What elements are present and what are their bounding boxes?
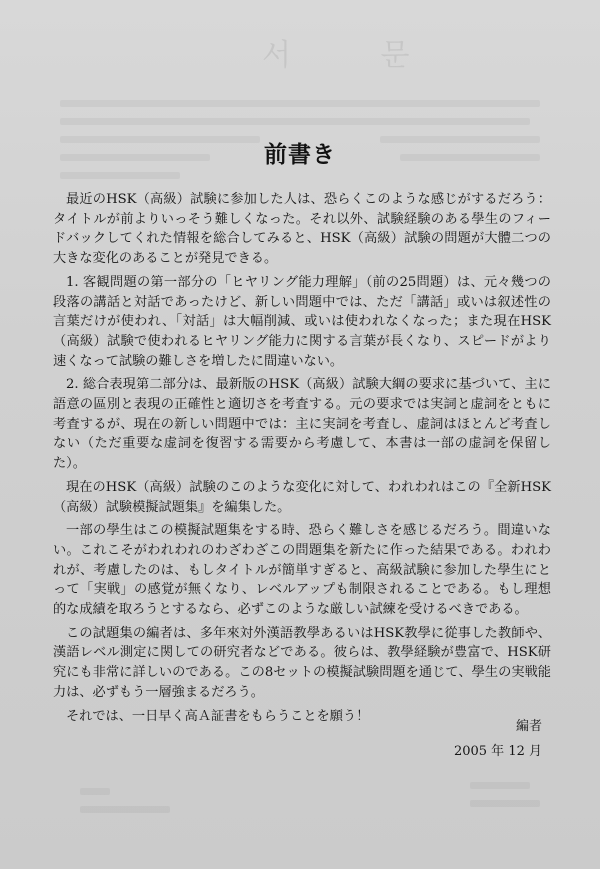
bleed-mark (60, 118, 530, 125)
bleed-mark (470, 800, 540, 807)
signature-date: 2005 年 12 月 (453, 744, 542, 759)
signature-editor: 編者 (515, 719, 542, 734)
bleed-mark: 서 문 (262, 38, 450, 73)
body-text (53, 190, 551, 730)
paragraph-point-1: 1. 客観問題の第一部分の「ヒヤリング能力理解」（前の25問題）は、元々幾つの段落の講話と対話であったけど、新しい問題中では、ただ「講話」或いは叙述性の言葉だけが使われ、「対話」は大幅削減、或いは使われなくなった；また現在HSK（高級）試験で使われるヒヤリング能力に関する言葉が長くなり、スピードがより速くなって試験の難しさを増したに間違いない。 (53, 274, 551, 369)
paragraph-editing: 現在のHSK（高級）試験のこのような変化に対して、われわれはこの『全新HSK（高級）試験模擬試題集』を編集した。 (53, 479, 551, 515)
bleed-mark (80, 788, 110, 795)
bleed-mark (470, 782, 530, 789)
bleed-mark (80, 806, 170, 813)
bleed-mark (60, 100, 540, 107)
paragraph-difficulty: 一部の學生はこの模擬試題集をする時、恐らく難しさを感じるだろう。間違いない。これこそがわれわれのわざわざこの問題集を新たに作った結果である。われわれが、考慮したのは、もしタイトルが簡単すぎると、高級試験に参加した學生にとって「実戦」の感覚が無くなり、レベルアップも制限されることである。もし理想的な成績を取ろうとするなら、必ずこのような厳しい試練を受けるべきである。 (53, 523, 551, 618)
paragraph-editors: この試題集の編者は、多年來対外漢語教學あるいはHSK教學に從事した教師や、漢語レベル測定に関しての研究者などである。彼らは、教學経験が豊富で、HSK研究にも非常に詳しいのである。この8セットの模擬試験問題を通じて、學生の実戦能力は、必ずもう一層強まるだろう。 (53, 625, 551, 700)
paragraph-point-2: 2. 総合表現第二部分は、最新版のHSK（高級）試験大綱の要求に基づいて、主に語意の區別と表現の正確性と適切さを考査する。元の要求では実詞と虚詞をともに考査するが、現在の新しい問題中では：主に実詞を考査し、虚詞はほとんど考査しない（ただ重要な虚詞を復習する需要から考慮して、本書は一部の虚詞を保留した）。 (53, 377, 551, 472)
bleed-mark (60, 172, 180, 179)
paragraph-closing: それでは、一日早く高Ａ証書をもらうことを願う！ (66, 708, 370, 724)
page-title: 前書き (264, 141, 336, 168)
paragraph-intro: 最近のHSK（高級）試験に参加した人は、恐らくこのような感じがするだろう：タイトルが前よりいっそう難しくなった。それ以外、試験経験のある學生のフィードバックしてくれた情報を総合してみると、HSK（高級）試験の問題が大體二つの大きな変化のあることが発見できる。 (53, 192, 551, 267)
